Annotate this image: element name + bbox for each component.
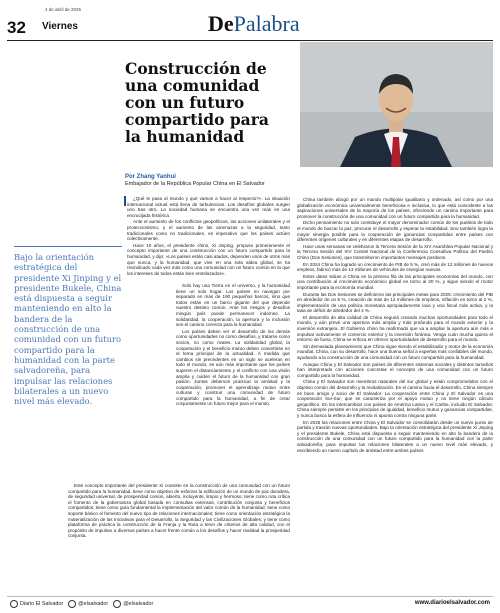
paragraph: En 2024 China ha logrado un crecimiento de PIB de 5 %, creó más de 12 millones de nuevos empleos, fabricó más de 13 millones de vehículos de energías nuevas. xyxy=(297,261,493,273)
paragraph: China y El Salvador son miembros naturales del sur global y están comprometidos con el objetivo común del desarrollo y la revitalización. En el camino hacia el desarrollo, China siempre es buen amigo y socio de El Salvador. La cooperación entre China y El Salvador es una cooperación Sur-Sur, que se caracteriza por el apoyo mutuo y no tiene ningún cálculo geopolítico. En los intercambios con países de América Latina y el Caribe, incluido El Salvador, China siempre persiste en los principios de igualdad, beneficio mutuo y ganancias compartidas, y nunca busca la esfera de influencia ni apunta contra ninguna parte. xyxy=(297,379,493,418)
facebook-icon xyxy=(10,600,18,608)
paragraph: En 2025 las relaciones entre China y El Salvador se consolidarán desde un nuevo punto de partida y traerán nuevas oportunidades. Bajo la orientación estratégica del presidente Xi Jinping y el presidente Bukele, China está dispuesta a seguir manteniendo en alto la bandera de la construcción de una comunidad con un futuro compartido para la humanidad con la parte salvadoreña, para impulsar las relaciones bilaterales a un nuevo nivel más elevado, y escribiendo un nuevo capítulo de amistad entre ambos países. xyxy=(297,419,493,453)
author-photo-illustration xyxy=(300,42,493,167)
paragraph: ¿Qué le pasa al mundo y qué vamos a hacer al respecto?». La situación internacional actual está llena de turbulencias. Los desafíos globales surgen uno tras otro. La sociedad humana se encuentra una vez más en una encrucijada histórica. xyxy=(127,196,290,218)
article-column-4 xyxy=(297,197,493,454)
author-role: Embajador de la República Popular China en El Salvador xyxy=(125,181,265,187)
website-link[interactable]: www.diarioelsalvador.com xyxy=(414,600,490,606)
article-headline: Construcción de una comunidad con un futuro compartido para la humanidad xyxy=(125,59,269,146)
issue-date: 4 de abril de 2025 xyxy=(45,7,82,12)
paragraph: Solo hay una Tierra en el universo, y la humanidad tiene un solo hogar. Los países no navegan por separado en más de 190 pequeños barcos, sino que todos están en un barco gigante del que depende nuestro destino común. Ante los riesgos y desafíos mingún país puede permanecer indemne. La solidaridad, la cooperación, la apertura y la inclusión son el camino correcto para la humanidad. xyxy=(176,283,290,328)
paragraph: Sin demasiada planeamiento que China sigue siendo el estabilizador y motor de la economía mundial. China, con su desarrollo, hace una buena señal a expertas más confiables del mundo, ayudando a la construcción de una comunidad con un futuro compartido para la humanidad. xyxy=(297,343,493,361)
section-brand xyxy=(208,13,300,35)
paragraph: Dicho pensamiento no solo constituye el mayor denominador común de los pueblos de todo el mundo de buscar la paz, procurar el desarrollo y esperar la estabilidad, sino también logra la mayor sinergia posible para la cooperación de ganancias compartidas entre países con diferentes orígenes culturales y en diferentes etapas de desarrollo. xyxy=(297,220,493,243)
paragraph: China también abogó por un mundo multipolar igualitario y ordenado, así como por una globalización económica universalmente beneficiosa e inclusiva, lo que está coincidente a las aspiraciones universales de la mayoría de los países, ofreciendo un camino importante para promover la construcción de una comunidad con un futuro compartido para la humanidad. xyxy=(297,197,493,219)
quote-rule xyxy=(14,246,122,247)
paragraph: Ante el aumento de los conflictos geopolíticos, las acciones unilaterales y el proteccionismo, y el aumento de las amenazas a la seguridad, tanto tradicionales como no tradicionales, es imperativo que los países actúen colectivamente. xyxy=(127,219,290,242)
article-author: Por Zhang Yanhui xyxy=(125,174,176,180)
page-number: 32 xyxy=(7,18,26,37)
section-name: Viernes xyxy=(42,21,78,32)
article-column-2 xyxy=(176,283,290,408)
paragraph: Durante las Dos Sesiones se definieron las principales metas para 2025: crecimiento del PIB en alrededor de un 5 %, creación de más de 12 millones de empleos, inflación en torno al 2 %, implementación de una política monetaria apropiadamente laxa y una fiscal más activa, y la tasa de déficit de alrededor del 4 %. xyxy=(297,291,493,314)
paragraph: Este concepto importante del presidente Xi consiste en la construcción de una comunidad con un futuro compartido para la humanidad, tiene como objetivo de esforzar la edificación de un mundo de paz duradera, de seguridad universal, de prosperidad común, abierto, incluyente, limpio y hermoso; tiene como ruta crítica el fomento de la gobernanza global basada en consultas extensas, contribución conjunta y beneficios compartidos; tiene como guía fundamental la implementación del valor común de la humanidad; tiene como soporte básico el fomento del nuevo tipo de relaciones internacionales; tiene como orientación estratégica la materialización de las Iniciativas para el Desarrollo, la Seguridad y las Civilizaciones Globales; y tiene como plataforma de práctica la construcción de la Franja y la Ruta a tenor de criterios de alta calidad, con el propósito de impulsar a diversos países a hacer frente común a los desafíos y hacer realidad la prosperidad conjunta. xyxy=(68,483,290,539)
paragraph: Estos datos sitúan a China en la primera fila de las principales economías del mundo, con una contribución al crecimiento económico global en torno al 30 %, y sigue siendo el motor importante para la economía mundial. xyxy=(297,273,493,290)
facebook-label: Diario El Salvador xyxy=(20,601,64,607)
article-column-3 xyxy=(68,483,290,540)
column-marker xyxy=(124,196,126,206)
footer-social xyxy=(10,600,153,608)
twitter-label: @elsalvador xyxy=(78,601,109,607)
paragraph: Hace unas semanas se celebraron la Tercera Sesión de la XIV Asamblea Popular Nacional y la Tercera Sesión del XIV Comité Nacional de la Conferencia Consultiva Política del Pueblo Chino (Dos Sesiones), que transmitieron importantes mensajes positivos. xyxy=(297,243,493,260)
instagram-icon xyxy=(113,600,121,608)
paragraph: Los países deben ver el desarrollo de los demás como oportunidades no como desafíos, y tratarse como socios, no como rivales. La solidaridad global, la cooperación y el beneficio mutuo deben convertirse en el tema principal de la actualidad. A medida que cambios sin precedentes en un siglo se aceleran en todo el mundo, es aún más importante que los países superen el distanciamiento y el conflicto con una visión amplia y cuiden el futuro de la humanidad con gran pasión. Juntos debemos practicar la amistad y la cooperación, promover el aprendizaje mutuo entre culturas y construir una comunidad de futuro compartido para la humanidad, a fin de crear conjuntamente un futuro mejor para el mundo. xyxy=(176,328,290,407)
paragraph: Aunque China y El Salvador son países de diferentes sistemas sociales y distintos tamaños han interpretado con acciones concretas el concepto de una comunidad con un futuro compartido para la humanidad. xyxy=(297,361,493,378)
paragraph: El desarrollo de alta calidad de China seguirá creando muchas oportunidades para todo el mundo, y aún prevé una apertura más amplia y más profunda para el mundo exterior y la inversión extranjera. El Gobierno chino ha reafirmado que va a ampliar la apertura aún más e impulsar activamente el comercio exterior y la inversión foránea. Venga cuán mucha quiera el entorno de fuera, China se enfoca en ofrecer oportunidades de desarrollo para el mundo. xyxy=(297,314,493,343)
brand-prefix: De xyxy=(208,11,234,36)
twitter-link[interactable] xyxy=(68,600,108,608)
paragraph: Hace 10 años, el presidente chino, Xi Jinping, propuso primeramente el concepto importante de una construcción con un futuro compartido para la humanidad, y dijo: «Los países están casi atados, dependen unos de otros más que nunca, y la humanidad, que vive en una sola aldea global, se ha revindicado cada vez más como una comunidad con un futuro común en la que los intereses de todos están bien entrelazados». xyxy=(127,242,290,276)
instagram-link[interactable] xyxy=(113,600,153,608)
article-column-1 xyxy=(127,196,290,277)
header-rule xyxy=(7,40,493,41)
twitter-icon xyxy=(68,600,76,608)
pull-quote: Bajo la orientación estratégica del presidente Xi Jinping y el presidente Bukele, China está dispuesta a seguir manteniendo en alto la bandera de la construcción de una comunidad con un futuro compartido para la humanidad con la parte salvadoreña, para impulsar las relaciones bilaterales a un nuevo nivel más elevado. xyxy=(14,252,122,407)
instagram-label: @elsalvador xyxy=(123,601,154,607)
facebook-link[interactable] xyxy=(10,600,63,608)
brand-name: Palabra xyxy=(233,11,300,36)
footer-rule xyxy=(7,596,493,597)
author-photo xyxy=(300,42,493,167)
